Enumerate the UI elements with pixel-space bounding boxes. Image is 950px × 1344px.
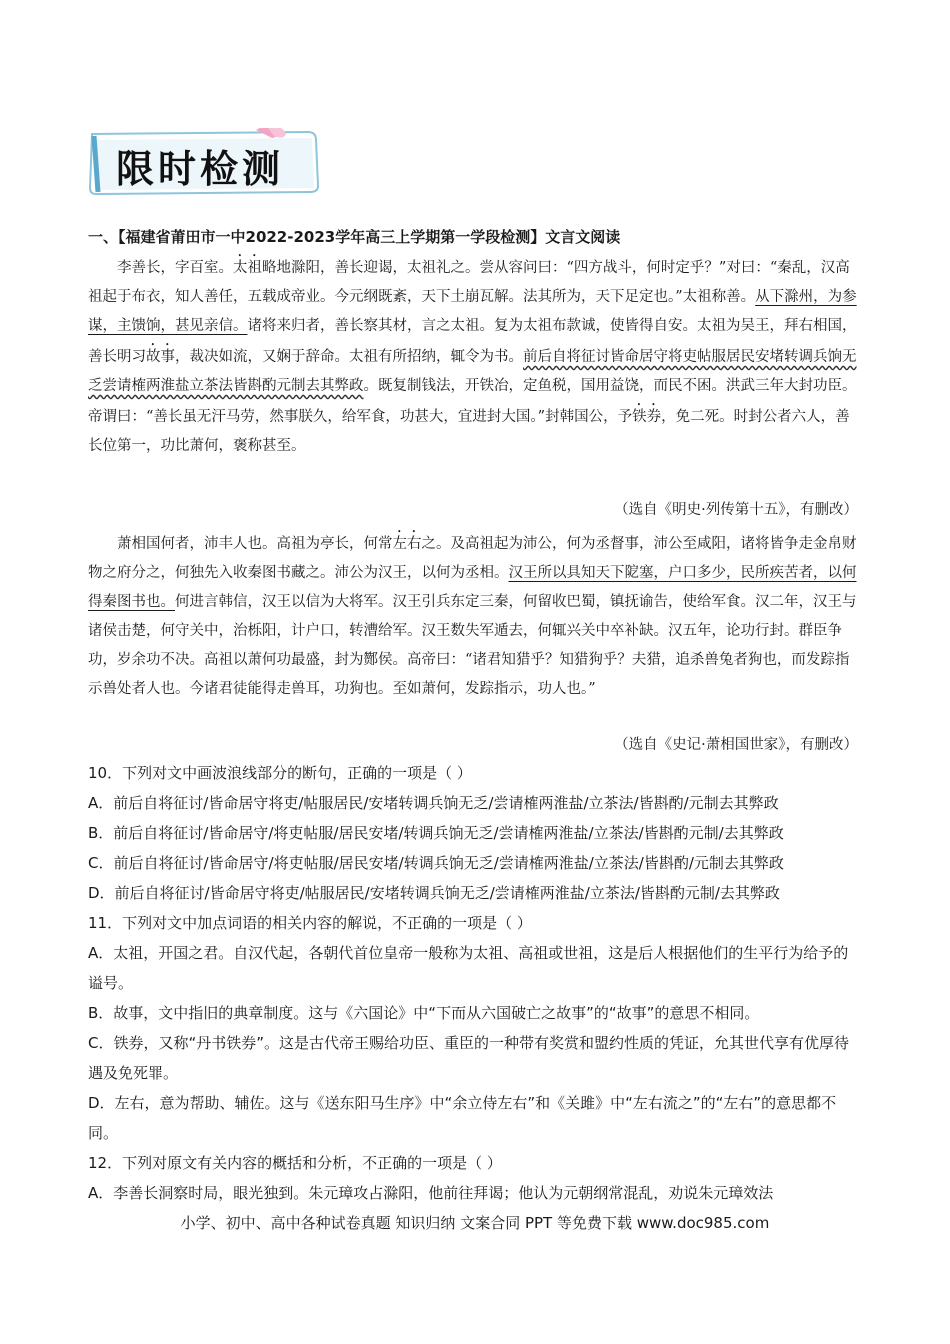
q11-option-d: D．左右，意为帮助、辅佐。这与《送东阳马生序》中“余立侍左右”和《关雎》中“左右流之”的“左右”的意思都不同。	[88, 1094, 837, 1142]
q11-stem: 11．下列对文中加点词语的相关内容的解说，不正确的一项是（ ）	[88, 914, 532, 932]
q10-option-a: A．前后自将征讨/皆命居守将吏/帖服居民/安堵转调兵饷无乏/尝请榷两淮盐/立茶法/皆斟酌/元制去其弊政	[88, 794, 779, 812]
q10-stem: 10．下列对文中画波浪线部分的断句，正确的一项是（ ）	[88, 764, 472, 782]
q11-option-b: B．故事，文中指旧的典章制度。这与《六国论》中“下而从六国破亡之故事”的“故事”的意思不相同。	[88, 1004, 760, 1022]
q12-stem: 12．下列对原文有关内容的概括和分析，不正确的一项是（ ）	[88, 1154, 502, 1172]
page-footer: 小学、初中、高中各种试卷真题 知识归纳 文案合同 PPT 等免费下载 www.doc985.com	[180, 1214, 770, 1232]
questions	[88, 758, 860, 1208]
question-heading: 一、【福建省莆田市一中2022-2023学年高三上学期第一学段检测】文言文阅读	[88, 228, 621, 246]
section-title-badge	[86, 128, 322, 198]
q10-option-b: B．前后自将征讨/皆命居守/将吏帖服/居民安堵/转调兵饷无乏/尝请榷两淮盐/立茶法/皆斟酌元制/去其弊政	[88, 824, 784, 842]
emphasized-word-tiequan: 铁券	[632, 409, 662, 425]
source-citation-1: （选自《明史·列传第十五》，有删改）	[614, 502, 858, 518]
q11-option-c: C．铁券，又称“丹书铁券”。这是古代帝王赐给功臣、重臣的一种带有奖赏和盟约性质的凭证，允其世代享有优厚待遇及免死罪。	[88, 1034, 850, 1082]
wavy-underlined-sentence: 前后自将征讨皆命居守将吏帖服居民安堵转调兵饷无乏尝请榷两淮盐立茶法皆斟酌元制去其弊政	[88, 349, 857, 394]
passage-1-text: 李善长，字百室。太祖略地滁阳，善长迎谒，太祖礼之。尝从容问曰：“四方战斗，何时定乎？”对曰：“秦乱，汉高祖起于布衣，知人善任，五载成帝业。今元纲既紊，天下土崩瓦解。法其所为，天下足定也。”太祖称善。从下滁州，为参谋，主馈饷，甚见亲信。诸将来归者，善长察其材，言之太祖。复为太祖布款诚，使皆得自安。太祖为吴王，拜右相国，善长明习故事，裁决如流，又娴于辞命。太祖有所招纳，辄令为书。前后自将征讨皆命居守将吏帖服居民安堵转调兵饷无乏尝请榷两淮盐立茶法皆斟酌元制去其弊政。既复制钱法，开铁冶，定鱼税，国用益饶，而民不困。洪武三年大封功臣。帝谓曰：“善长虽无汗马劳，然事朕久，给军食，功甚大，宜进封大国。”封韩国公，予铁券，免二死。时封公者六人，善长位第一，功比萧何，褒称甚至。	[88, 260, 857, 454]
section-title: 限时检测	[116, 146, 285, 191]
q10-option-c: C．前后自将征讨/皆命居守/将吏帖服/居民安堵/转调兵饷无乏/尝请榷两淮盐/立茶法/皆斟酌/元制去其弊政	[88, 854, 784, 872]
q11-option-a: A．太祖，开国之君。自汉代起，各朝代首位皇帝一般称为太祖、高祖或世祖，这是后人根据他们的生平行为给予的谥号。	[88, 944, 849, 992]
underlined-sentence-2: 汉王所以具知天下阸塞，户口多少，民所疾苦者，以何得秦图书也。	[88, 565, 857, 610]
passage-2	[88, 528, 858, 704]
emphasized-word-zuoyou: 左右	[392, 536, 422, 552]
q12-option-a: A．李善长洞察时局，眼光独到。朱元璋攻占滁阳，他前往拜谒；他认为元朝纲常混乱，劝说朱元璋效法	[88, 1184, 774, 1202]
q10-option-d: D．前后自将征讨/皆命居守将吏/帖服居民/安堵转调兵饷无乏/尝请榷两淮盐/立茶法/皆斟酌元制/去其弊政	[88, 884, 780, 902]
emphasized-word-gushi: 故事	[146, 349, 175, 365]
passage-2-text: 萧相国何者，沛丰人也。高祖为亭长，何常左右之。及高祖起为沛公，何为丞督事，沛公至咸阳，诸将皆争走金帛财物之府分之，何独先入收秦图书藏之。沛公为汉王，以何为丞相。汉王所以具知天下阸塞，户口多少，民所疾苦者，以何得秦图书也。何进言韩信，汉王以信为大将军。汉王引兵东定三秦，何留收巴蜀，镇抚谕告，使给军食。汉二年，汉王与诸侯击楚，何守关中，治栎阳，计户口，转漕给军。汉王数失军遁去，何辄兴关中卒补缺。汉五年，论功行封。群臣争功，岁余功不决。高祖以萧何功最盛，封为酂侯。高帝曰：“诸君知猎乎？知猎狗乎？夫猎，追杀兽兔者狗也，而发踪指示兽处者人也。今诸君徒能得走兽耳，功狗也。至如萧何，发踪指示，功人也。”	[88, 536, 857, 697]
underlined-sentence-1: 从下滁州，为参谋，主馈饷，甚见亲信。	[88, 289, 857, 334]
passage-1	[88, 252, 858, 461]
source-citation-2: （选自《史记·萧相国世家》，有删改）	[614, 737, 858, 753]
emphasized-word-taizu: 太祖	[233, 260, 262, 276]
